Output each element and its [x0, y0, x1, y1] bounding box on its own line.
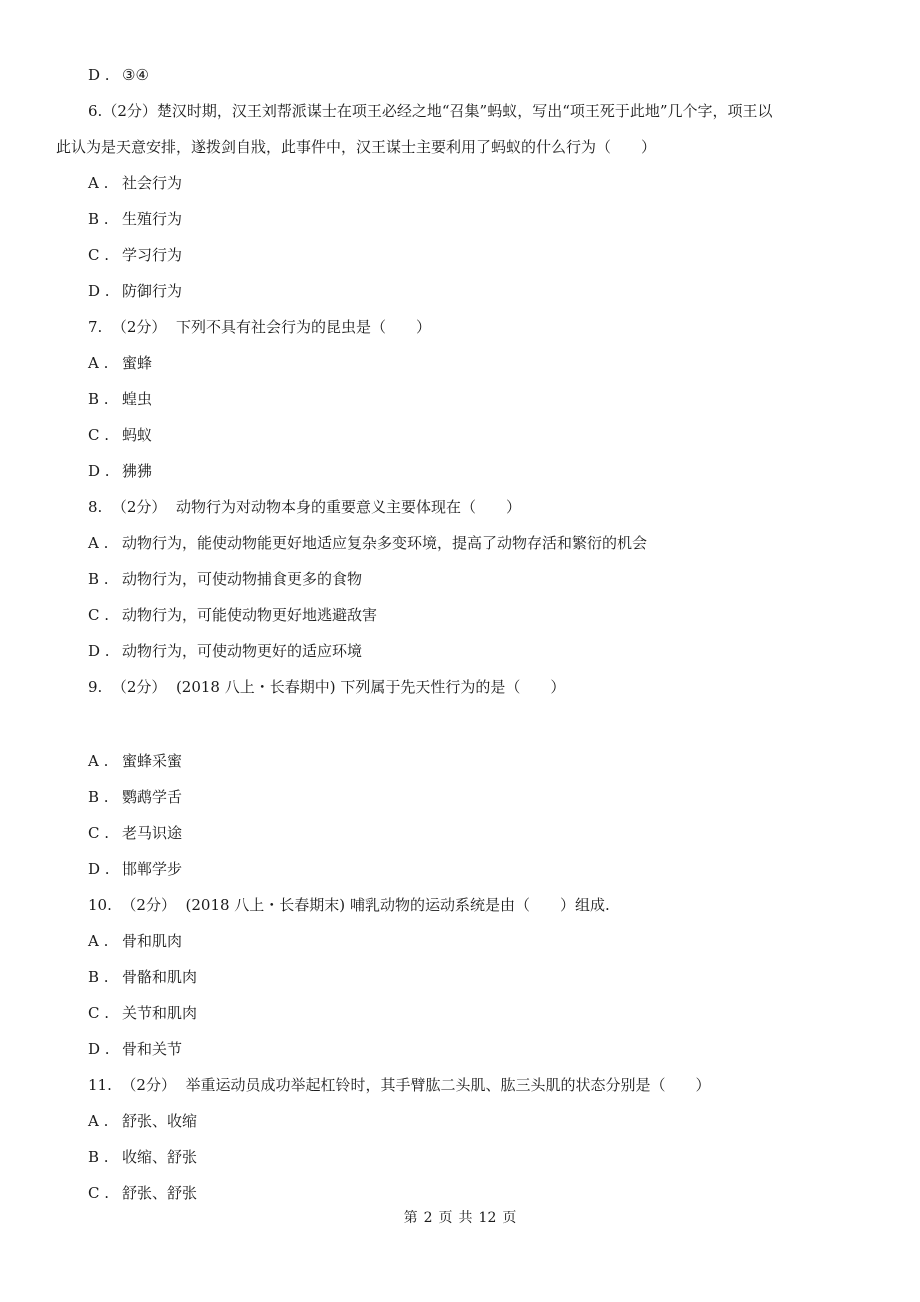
question-score: （2分）	[121, 1076, 176, 1094]
footer-total-word: 共	[458, 1210, 473, 1226]
q8-option-b	[88, 569, 362, 589]
question-number: 8.	[88, 498, 103, 516]
q10-option-a	[88, 931, 182, 951]
q10-option-b	[88, 967, 197, 987]
question-text: （2分）楚汉时期，汉王刘帮派谋士在项王必经之地“召集”蚂蚁，写出“项王死于此地”几个字，项王以	[102, 102, 773, 120]
question-score: （2分）	[121, 896, 176, 914]
option-text: 动物行为，可能使动物更好地逃避敌害	[122, 606, 378, 624]
q6-option-d	[88, 281, 182, 301]
option-text: 舒张、舒张	[122, 1184, 198, 1202]
q6-option-a	[88, 173, 182, 193]
option-text: 防御行为	[122, 282, 183, 300]
option-letter: A .	[88, 1112, 109, 1130]
option-text: 社会行为	[122, 174, 183, 192]
q6-stem-line1	[88, 101, 773, 121]
option-text: 鹦鹉学舌	[122, 788, 183, 806]
q11-stem	[88, 1075, 711, 1095]
option-letter: A .	[88, 534, 109, 552]
question-text: 此认为是天意安排，遂拨剑自戕，此事件中，汉王谋士主要利用了蚂蚁的什么行为（ ）	[56, 138, 657, 156]
option-text: 生殖行为	[122, 210, 183, 228]
option-letter: A .	[88, 354, 109, 372]
current-page-number: 2	[423, 1210, 433, 1226]
q11-option-a	[88, 1111, 197, 1131]
q8-option-c	[88, 605, 377, 625]
option-text: 动物行为，可使动物更好的适应环境	[122, 642, 363, 660]
question-number: 7.	[88, 318, 103, 336]
q7-option-a	[88, 353, 152, 373]
option-letter: C .	[88, 824, 110, 842]
option-letter: D .	[88, 282, 110, 300]
option-letter: C .	[88, 1184, 110, 1202]
option-letter: B .	[88, 968, 109, 986]
option-text: 蜜蜂	[122, 354, 153, 372]
option-letter: C .	[88, 606, 110, 624]
q6-option-c	[88, 245, 182, 265]
option-text: 蚂蚁	[122, 426, 153, 444]
question-number: 10.	[88, 896, 112, 914]
option-text: 动物行为，能使动物能更好地适应复杂多变环境，提高了动物存活和繁衍的机会	[122, 534, 648, 552]
option-letter: C .	[88, 426, 110, 444]
question-text: 动物行为对动物本身的重要意义主要体现在（ ）	[175, 498, 521, 516]
option-letter: D .	[88, 462, 110, 480]
option-text: 骨和关节	[122, 1040, 183, 1058]
q8-stem	[88, 497, 521, 517]
option-text: 骨骼和肌肉	[122, 968, 198, 986]
option-text: 邯郸学步	[122, 860, 183, 878]
question-source: (2018 八上・长春期末)	[185, 896, 346, 914]
option-letter: C .	[88, 1004, 110, 1022]
footer-suffix: 页	[502, 1210, 517, 1226]
option-text: 狒狒	[122, 462, 153, 480]
question-number: 11.	[88, 1076, 112, 1094]
footer-page-word: 页	[438, 1210, 453, 1226]
q8-option-d	[88, 641, 362, 661]
q10-option-c	[88, 1003, 197, 1023]
q11-option-b	[88, 1147, 197, 1167]
page-footer	[0, 1208, 920, 1228]
q10-option-d	[88, 1039, 182, 1059]
question-source: (2018 八上・长春期中)	[175, 678, 336, 696]
q6-option-b	[88, 209, 182, 229]
q9-option-d	[88, 859, 182, 879]
question-score: （2分）	[111, 318, 167, 336]
question-score: （2分）	[111, 498, 167, 516]
option-letter: B .	[88, 788, 109, 806]
q5-option-d	[88, 65, 149, 85]
option-text: 蜜蜂采蜜	[122, 752, 183, 770]
q8-option-a	[88, 533, 647, 553]
q9-option-a	[88, 751, 182, 771]
option-letter: C .	[88, 246, 110, 264]
q9-stem	[88, 677, 565, 697]
option-letter: D .	[88, 1040, 110, 1058]
total-page-number: 12	[478, 1210, 497, 1226]
option-letter: D .	[88, 860, 110, 878]
q7-option-b	[88, 389, 152, 409]
question-score: （2分）	[111, 678, 167, 696]
option-text: 收缩、舒张	[122, 1148, 198, 1166]
q11-option-c	[88, 1183, 197, 1203]
option-letter: A .	[88, 752, 109, 770]
question-text: 哺乳动物的运动系统是由（ ）组成.	[349, 896, 610, 914]
question-text: 下列属于先天性行为的是（ ）	[340, 678, 566, 696]
footer-prefix: 第	[403, 1210, 418, 1226]
q7-option-d	[88, 461, 152, 481]
option-text: 老马识途	[122, 824, 183, 842]
option-text: 关节和肌肉	[122, 1004, 198, 1022]
q7-stem	[88, 317, 431, 337]
question-number: 9.	[88, 678, 103, 696]
option-text: 舒张、收缩	[122, 1112, 198, 1130]
option-letter: D .	[88, 66, 110, 84]
q10-stem	[88, 895, 610, 915]
option-letter: B .	[88, 390, 109, 408]
question-number: 6.	[88, 102, 103, 120]
option-letter: B .	[88, 1148, 109, 1166]
option-text: ③④	[122, 66, 149, 84]
option-text: 蝗虫	[122, 390, 153, 408]
option-text: 学习行为	[122, 246, 183, 264]
question-text: 下列不具有社会行为的昆虫是（ ）	[175, 318, 431, 336]
option-letter: B .	[88, 210, 109, 228]
option-letter: A .	[88, 174, 109, 192]
q9-option-c	[88, 823, 182, 843]
option-text: 动物行为，可使动物捕食更多的食物	[122, 570, 363, 588]
q7-option-c	[88, 425, 152, 445]
q9-option-b	[88, 787, 182, 807]
option-letter: A .	[88, 932, 109, 950]
q6-stem-line2	[56, 137, 656, 157]
option-text: 骨和肌肉	[122, 932, 183, 950]
option-letter: D .	[88, 642, 110, 660]
question-text: 举重运动员成功举起杠铃时，其手臂肱二头肌、肱三头肌的状态分别是（ ）	[185, 1076, 711, 1094]
option-letter: B .	[88, 570, 109, 588]
